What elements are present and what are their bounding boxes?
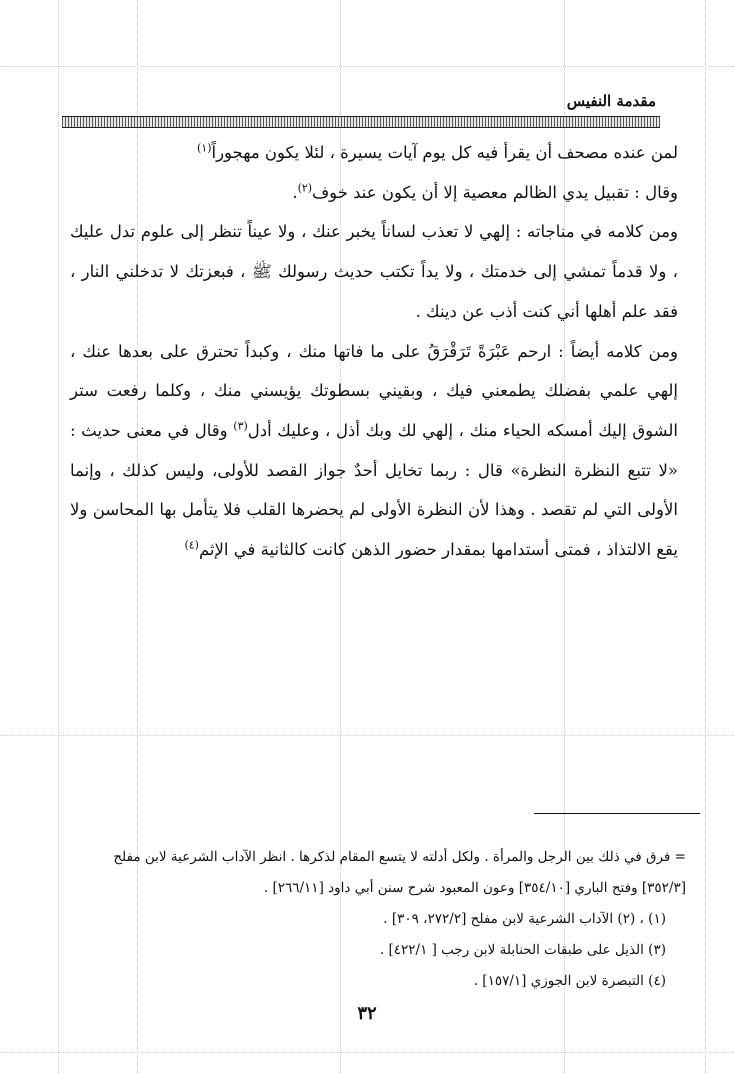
- paragraph-text: وقال : تقبيل يدي الظالم معصية إلا أن يكون عند خوف: [312, 182, 678, 202]
- running-header: مقدمة النفيس: [566, 92, 656, 110]
- paragraph: [70, 173, 678, 213]
- scan-guide: [705, 0, 706, 1073]
- paragraph-tail: .: [292, 182, 298, 202]
- footnote-marker: (١): [196, 141, 212, 155]
- scan-guide: [0, 1052, 734, 1053]
- paragraph-tail: وقال في معنى حديث : «لا تتبع النظرة النظرة» قال : ربما تخايل أحدٌ جواز القصد للأولى، وليس كذلك ، وإنما الأولى التي لم تقصد . وهذا لأن النظرة الأولى لم يحضرها القلب فلا يتأمل بها المحاسن ولا يقع الالتذاذ ، فمتى أستدامها بمقدار حضور الذهن كانت كالثانية في الإثم: [70, 420, 678, 560]
- footnote-marker: (٤): [184, 538, 199, 552]
- paragraph-text: لمن عنده مصحف أن يقرأ فيه كل يوم آيات يسيرة ، لئلا يكون مهجوراً: [211, 143, 678, 162]
- paragraph: [70, 212, 678, 331]
- scan-guide: [58, 0, 59, 1073]
- footnote-marker: (٢): [297, 181, 313, 195]
- footnote-line: (٣) الذيل على طبقات الحنابلة لابن رجب [ ٤٢٢/١] .: [379, 942, 666, 958]
- page-number: ٣٢: [357, 1003, 377, 1024]
- paragraph: [70, 332, 678, 570]
- footnote-line: = فرق في ذلك بين الرجل والمرأة . ولكل أدلته لا يتسع المقام لذكرها . انظر الآداب الشرعية لابن مفلح: [113, 849, 686, 865]
- footnotes: [72, 842, 686, 997]
- footnote-line: (١) ، (٢) الآداب الشرعية لابن مفلح [٢٧٢/٢، ٣٠٩] .: [383, 911, 666, 927]
- paragraph-text: ومن كلامه في مناجاته : إلهي لا تعذب لساناً يخبر عنك ، ولا عيناً تنظر إلى علوم تدل عليك ، ولا قدماً تمشي إلى خدمتك ، ولا يداً تكتب حديث رسولك ﷺ ، فبعزتك لا تدخلني النار ، فقد علم أهلها أني كنت أذب عن دينك .: [70, 222, 678, 321]
- header-rule: [62, 116, 660, 128]
- footnote-line: (٤) التبصرة لابن الجوزي [١٥٧/١] .: [473, 973, 666, 989]
- scan-guide: [0, 735, 734, 736]
- paragraph: [70, 133, 678, 173]
- paragraph-text: ومن كلامه أيضاً : ارحم عَبْرَةً تَرَقْرَقُ على ما فاتها منك ، وكبداً تحترق على بعدها عنك ، إلهي علمي بفضلك يطمعني فيك ، وبقيني بسطوتك يؤيسني منك ، وكلما رفعت ستر الشوق إليك أمسكه الحياء منك ، إلهي لك وبك أذل ، وعليك أدل: [70, 341, 679, 440]
- footnote-marker: (٣): [233, 419, 248, 433]
- main-text: [70, 133, 678, 570]
- scan-guide: [0, 66, 734, 67]
- footnote-line: [٣٥٢/٣] وفتح الباري [٣٥٤/١٠] وعون المعبود شرح سنن أبي داود [٢٦٦/١١] .: [263, 880, 686, 896]
- footnote-separator: [534, 813, 700, 814]
